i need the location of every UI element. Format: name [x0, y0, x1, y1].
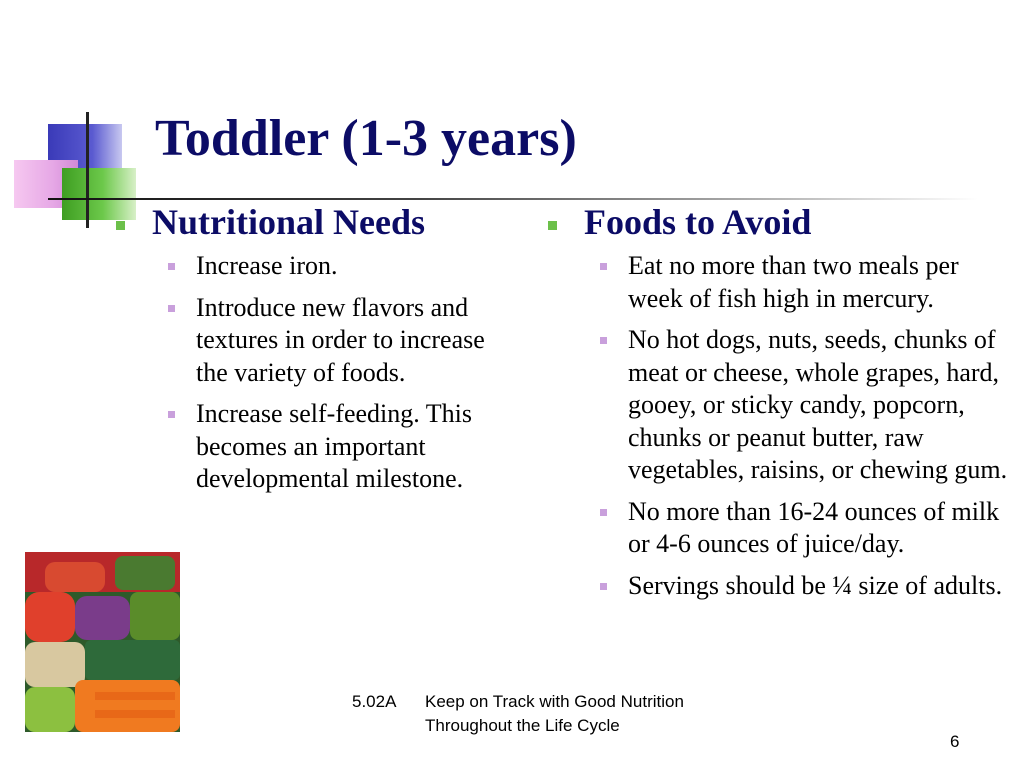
decorative-vertical-line [86, 112, 89, 228]
list-item [112, 398, 522, 496]
footer-code: 5.02A [352, 692, 397, 711]
nutritional-needs-column [112, 200, 522, 505]
list-item [544, 324, 1014, 487]
square-bullet-icon [600, 263, 607, 270]
square-bullet-icon [168, 305, 175, 312]
square-bullet-icon [168, 263, 175, 270]
list-item [112, 292, 522, 390]
list-item-text: Eat no more than two meals per week of fish high in mercury. [628, 251, 959, 313]
list-item [544, 570, 1014, 603]
heading-text: Nutritional Needs [152, 202, 425, 242]
nutritional-needs-list [112, 250, 522, 496]
heading-text: Foods to Avoid [584, 202, 812, 242]
square-bullet-icon [600, 583, 607, 590]
page-number: 6 [950, 732, 960, 751]
list-item-text: Increase self-feeding. This becomes an important developmental milestone. [196, 399, 473, 493]
list-item [544, 496, 1014, 561]
square-bullet-icon [600, 337, 607, 344]
nutritional-needs-heading [112, 200, 522, 244]
list-item-text: No more than 16-24 ounces of milk or 4-6 ounces of juice/day. [628, 496, 1000, 558]
square-bullet-icon [600, 509, 607, 516]
footer-text: Keep on Track with Good Nutrition Throughout the Life Cycle [425, 692, 684, 735]
square-bullet-icon [168, 411, 175, 418]
square-bullet-icon [548, 221, 557, 230]
list-item-text: No hot dogs, nuts, seeds, chunks of meat or cheese, whole grapes, hard, gooey, or sticky candy, popcorn, chunks or peanut butter, raw vegetables, raisins, or chewing gum. [628, 325, 1008, 484]
foods-to-avoid-column [544, 200, 1014, 611]
produce-photo [25, 552, 180, 732]
list-item-text: Servings should be ¼ size of adults. [628, 570, 1003, 600]
list-item [544, 250, 1014, 315]
foods-to-avoid-heading [544, 200, 1014, 244]
foods-to-avoid-list [544, 250, 1014, 602]
square-bullet-icon [116, 221, 125, 230]
list-item-text: Increase iron. [196, 251, 338, 280]
list-item-text: Introduce new flavors and textures in order to increase the variety of foods. [196, 292, 485, 387]
slide-title: Toddler (1-3 years) [155, 110, 577, 167]
list-item [112, 250, 522, 283]
